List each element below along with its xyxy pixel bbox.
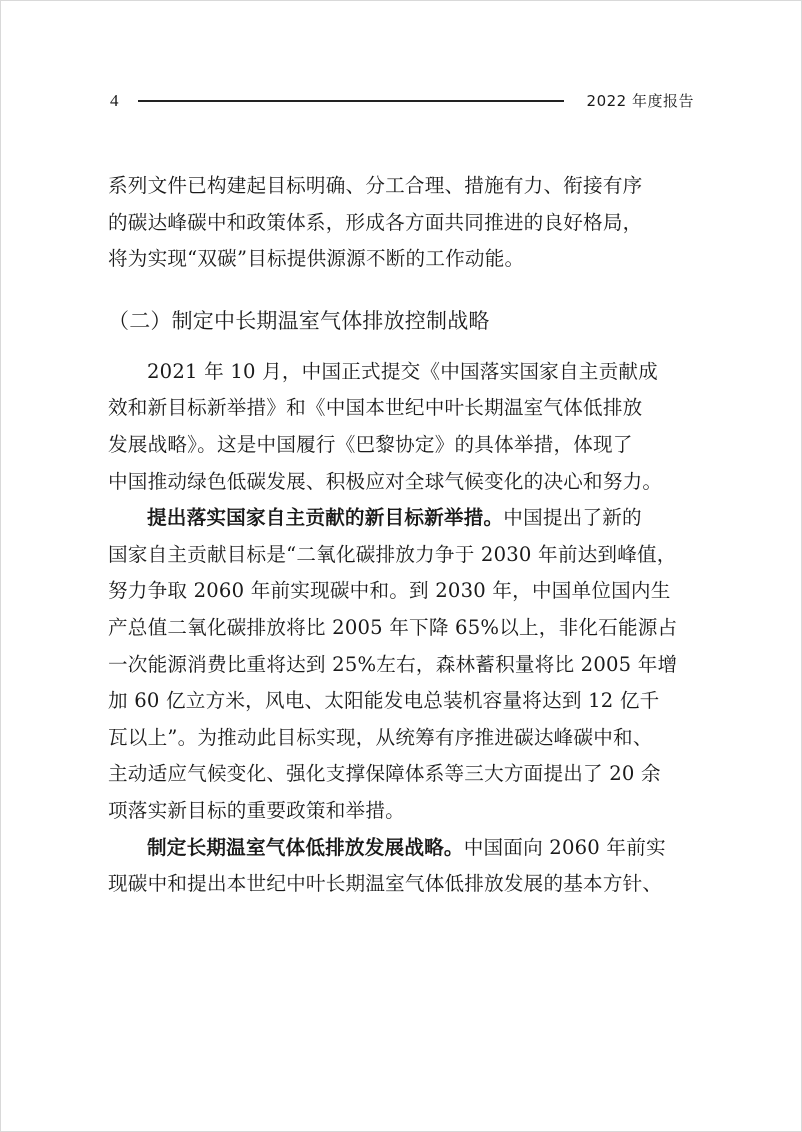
paragraph-continued xyxy=(108,168,694,278)
text-line: 中国推动绿色低碳发展、积极应对全球气候变化的决心和努力。 xyxy=(108,469,663,493)
bold-lead-in: 制定长期温室气体低排放发展战略。 xyxy=(147,835,464,859)
text-line: 系列文件已构建起目标明确、分工合理、措施有力、衔接有序 xyxy=(108,174,643,197)
report-title: 2022 年度报告 xyxy=(586,92,694,110)
bold-lead-in: 提出落实国家自主贡献的新目标新举措。 xyxy=(147,506,504,530)
body-text xyxy=(108,168,694,903)
paragraph-ndc-submission xyxy=(108,354,694,500)
text-line: 将为实现“双碳”目标提供源源不断的工作动能。 xyxy=(108,247,525,271)
text-line xyxy=(108,830,694,867)
text-run: 中国面向 2060 年前实 xyxy=(463,835,666,859)
text-line: 国家自主贡献目标是“二氧化碳排放力争于 2030 年前达到峰值， xyxy=(108,542,677,566)
text-line: 的碳达峰碳中和政策体系，形成各方面共同推进的良好格局， xyxy=(108,210,643,234)
header-rule xyxy=(138,100,564,102)
text-run: 中国提出了新的 xyxy=(503,506,642,530)
running-header xyxy=(110,88,694,114)
text-line: 产总值二氧化碳排放将比 2005 年下降 65%以上，非化石能源占 xyxy=(108,615,678,639)
text-line: 发展战略》。这是中国履行《巴黎协定》的具体举措，体现了 xyxy=(108,432,633,456)
paragraph-long-term-strategy xyxy=(108,830,694,903)
text-line: 瓦以上”。为推动此目标实现，从统筹有序推进碳达峰碳中和、 xyxy=(108,725,653,749)
text-line: 效和新目标新举措》和《中国本世纪中叶长期温室气体低排放 xyxy=(108,396,643,420)
page-number: 4 xyxy=(110,91,119,110)
text-line: 项落实新目标的重要政策和举措。 xyxy=(108,798,405,822)
paragraph-new-targets xyxy=(108,500,694,829)
text-line: 2021 年 10 月，中国正式提交《中国落实国家自主贡献成 xyxy=(147,359,658,383)
text-line: 加 60 亿立方米，风电、太阳能发电总装机容量将达到 12 亿千 xyxy=(108,689,660,713)
text-line: 努力争取 2060 年前实现碳中和。到 2030 年，中国单位国内生 xyxy=(108,579,671,603)
section-heading: （二）制定中长期温室气体排放控制战略 xyxy=(108,308,490,333)
text-line: 现碳中和提出本世纪中叶长期温室气体低排放发展的基本方针、 xyxy=(108,872,663,896)
text-line: 一次能源消费比重将达到 25%左右，森林蓄积量将比 2005 年增 xyxy=(108,652,678,676)
text-line: 主动适应气候变化、强化支撑保障体系等三大方面提出了 20 余 xyxy=(108,762,661,786)
text-line xyxy=(108,500,694,537)
